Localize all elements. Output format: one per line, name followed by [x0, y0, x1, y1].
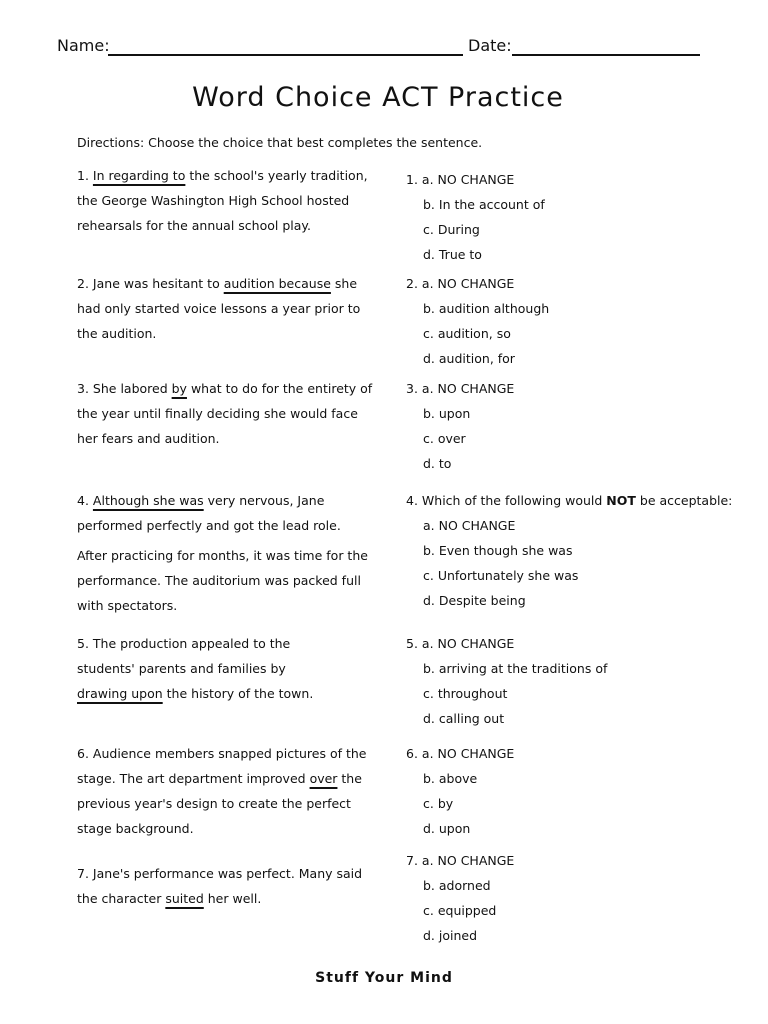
page-title: Word Choice ACT Practice: [192, 82, 564, 113]
question-number: 5.: [77, 636, 89, 651]
options-3: 3. a. NO CHANGE b. upon c. over d. to: [406, 376, 514, 476]
underlined-phrase: audition because: [223, 276, 331, 291]
options-1: 1. a. NO CHANGE b. In the account of c. During d. True to: [406, 167, 545, 267]
option-c: c. Unfortunately she was: [423, 568, 579, 583]
name-label: Name:: [57, 36, 110, 55]
directions: Directions: Choose the choice that best completes the sentence.: [77, 135, 483, 150]
underlined-phrase: by: [171, 381, 187, 396]
option-d: d. audition, for: [423, 351, 515, 366]
underlined-phrase: suited: [165, 891, 204, 906]
option-a: a. NO CHANGE: [423, 518, 516, 533]
underlined-phrase: In regarding to: [92, 168, 186, 183]
question-number: 1.: [77, 168, 89, 183]
question-number: 2.: [77, 276, 89, 291]
question-number: 6.: [77, 746, 89, 761]
option-b: b. Even though she was: [423, 543, 573, 558]
question-2: 2. Jane was hesitant to audition because she had only started voice lessons a year prior to the audition.: [77, 276, 361, 341]
option-b: b. adorned: [423, 878, 491, 893]
question-5: 5. The production appealed to the students' parents and families by drawing upon the history of the town.: [77, 636, 314, 701]
option-b: b. arriving at the traditions of: [423, 661, 608, 676]
option-c: c. over: [423, 431, 466, 446]
option-c: c. During: [423, 222, 480, 237]
date-field[interactable]: [512, 54, 700, 56]
options-2: 2. a. NO CHANGE b. audition although c. audition, so d. audition, for: [406, 271, 549, 371]
date-label: Date:: [468, 36, 512, 55]
options-6: 6. a. NO CHANGE b. above c. by d. upon: [406, 741, 514, 841]
question-1: 1. In regarding to the school's yearly tradition, the George Washington High School hosted rehearsals for the annual school play.: [77, 168, 368, 233]
question-3: 3. She labored by what to do for the entirety of the year until finally deciding she would face her fears and audition.: [77, 381, 373, 446]
question-4: 4. Although she was very nervous, Jane performed perfectly and got the lead role.: [77, 493, 341, 533]
option-b: b. above: [423, 771, 478, 786]
option-a: a. NO CHANGE: [421, 853, 515, 868]
option-d: d. upon: [423, 821, 471, 836]
option-d: d. joined: [423, 928, 478, 943]
options-4: 4. Which of the following would NOT be acceptable: a. NO CHANGE b. Even though she was c. Unfortunately she was d. Despite being: [406, 488, 732, 613]
option-a: a. NO CHANGE: [421, 746, 515, 761]
option-b: b. upon: [423, 406, 471, 421]
question-number: 3.: [77, 381, 89, 396]
footer-brand: Stuff Your Mind: [315, 970, 453, 986]
passage-text: After practicing for months, it was time for the performance. The auditorium was packed full with spectators.: [77, 548, 368, 613]
option-d: d. to: [423, 456, 452, 471]
question-number: 4.: [77, 493, 89, 508]
option-a: a. NO CHANGE: [421, 276, 515, 291]
option-b: b. In the account of: [423, 197, 545, 212]
option-d: d. Despite being: [423, 593, 526, 608]
name-field[interactable]: [108, 54, 463, 56]
underlined-phrase: drawing upon: [77, 686, 163, 701]
question-6: 6. Audience members snapped pictures of the stage. The art department improved over the previous year's design to create the perfect stage background.: [77, 746, 367, 836]
option-a: a. NO CHANGE: [421, 172, 515, 187]
underlined-phrase: over: [309, 771, 338, 786]
option-c: c. throughout: [423, 686, 508, 701]
option-c: c. audition, so: [423, 326, 511, 341]
underlined-phrase: Although she was: [92, 493, 204, 508]
option-a: a. NO CHANGE: [421, 381, 515, 396]
question-7: 7. Jane's performance was perfect. Many said the character suited her well.: [77, 866, 363, 906]
option-d: d. True to: [423, 247, 482, 262]
options-7: 7. a. NO CHANGE b. adorned c. equipped d. joined: [406, 848, 514, 948]
option-d: d. calling out: [423, 711, 505, 726]
option-b: b. audition although: [423, 301, 550, 316]
options-5: 5. a. NO CHANGE b. arriving at the traditions of c. throughout d. calling out: [406, 631, 607, 731]
option-c: c. by: [423, 796, 454, 811]
question-number: 7.: [77, 866, 89, 881]
option-a: a. NO CHANGE: [421, 636, 515, 651]
option-c: c. equipped: [423, 903, 497, 918]
